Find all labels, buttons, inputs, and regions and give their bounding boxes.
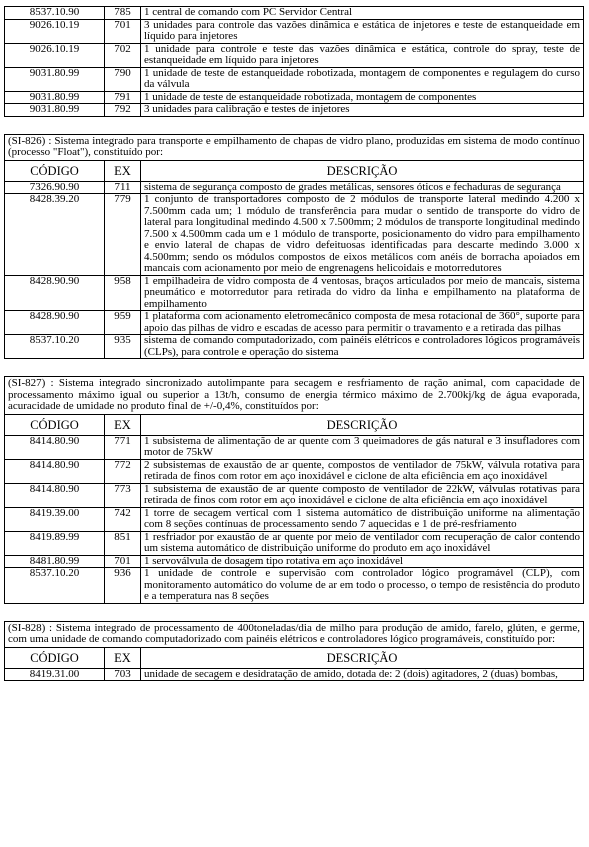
table-row [5, 91, 584, 104]
cell-ex: 701 [105, 555, 141, 568]
cell-desc: sistema de comando computadorizado, com painéis elétricos e controladores lógicos programáveis (CLPs), para controle e operação do sistema [141, 335, 584, 359]
table-row [5, 435, 584, 459]
cell-desc: sistema de segurança composto de grades metálicas, sensores óticos e fechaduras de segurança [141, 181, 584, 194]
header-ex: EX [105, 414, 141, 435]
table-row [5, 311, 584, 335]
cell-code: 7326.90.90 [5, 181, 105, 194]
cell-code: 8414.80.90 [5, 459, 105, 483]
header-row [5, 160, 584, 181]
cell-desc: unidade de secagem e desidratação de amido, dotada de: 2 (dois) agitadores, 2 (duas) bombas, [141, 668, 584, 681]
cell-ex: 790 [105, 67, 141, 91]
table-row [5, 19, 584, 43]
cell-code: 9031.80.99 [5, 104, 105, 117]
cell-ex: 959 [105, 311, 141, 335]
table-row [5, 507, 584, 531]
cell-code: 9026.10.19 [5, 43, 105, 67]
document-page [4, 6, 584, 681]
si-826-intro: (SI-826) : Sistema integrado para transporte e empilhamento de chapas de vidro plano, produzidas em sistema de modo contínuo (processo "Float"), constituído por: [5, 134, 584, 160]
section-gap [4, 604, 584, 621]
table-row [5, 459, 584, 483]
section-gap [4, 117, 584, 134]
cell-desc: 1 empilhadeira de vidro composta de 4 ventosas, braços articulados por meio de mancais, sistema pneumático e motorredutor para retirada do vidro da linha e empilhamento na plataforma de empilhamento [141, 275, 584, 311]
table-row [5, 555, 584, 568]
table-body [5, 435, 584, 603]
cell-desc: 1 conjunto de transportadores composto de 2 módulos de transporte lateral medindo 4.200 x 7.500mm cada um; 1 módulo de transferência para mudar o sentido de transporte do vidro de lateral para longitudinal medindo 4.500 x 7.500mm; 2 módulos de transporte longitudinal medindo 7.500 x 4.500mm cada um e 1 módulo de transporte, posicionamento do vidro para empilhamento e envio lateral de chapas de vidro defeituosas identificadas para descarte medindo 3.000 x 4.500mm; sendo os módulos compostos de eixos metálicos com anéis de borracha apoiados em mancais com acionamento por meio de engrenagens helicoidais e motorredutores [141, 194, 584, 276]
cell-desc: 3 unidades para controle das vazões dinâmica e estática de injetores e teste de estanqueidade em líquido para injetores [141, 19, 584, 43]
cell-ex: 703 [105, 668, 141, 681]
cell-ex: 791 [105, 91, 141, 104]
header-desc: DESCRIÇÃO [141, 414, 584, 435]
table-row [5, 335, 584, 359]
cell-ex: 701 [105, 19, 141, 43]
table-row [5, 531, 584, 555]
cell-desc: 3 unidades para calibração e testes de injetores [141, 104, 584, 117]
cell-code: 8428.90.90 [5, 311, 105, 335]
cell-code: 8414.80.90 [5, 435, 105, 459]
table-row [5, 568, 584, 604]
table-row [5, 483, 584, 507]
table-row [5, 7, 584, 20]
cell-desc: 1 resfriador por exaustão de ar quente por meio de ventilador com recuperação de calor contendo um sistema automático de distribuição uniforme do produto em aço inoxidável [141, 531, 584, 555]
cell-desc: 1 unidade de teste de estanqueidade robotizada, montagem de componentes e regulagem do curso da válvula [141, 67, 584, 91]
table-row [5, 104, 584, 117]
table-continuation [4, 6, 584, 117]
cell-code: 8428.90.90 [5, 275, 105, 311]
cell-desc: 1 unidade de controle e supervisão com controlador lógico programável (CLP), com monitoramento automático do volume de ar em todo o processo, o tempo de resistência do produto e a temperatura nas 8 seções [141, 568, 584, 604]
cell-code: 8419.89.99 [5, 531, 105, 555]
header-row [5, 414, 584, 435]
header-code: CÓDIGO [5, 160, 105, 181]
cell-ex: 779 [105, 194, 141, 276]
table-row [5, 194, 584, 276]
cell-desc: 2 subsistemas de exaustão de ar quente, compostos de ventilador de 75kW, válvula rotativa para retirada de finos com rotor em aço inoxidável e ciclone de alta eficiência em aço inoxidável [141, 459, 584, 483]
table-row [5, 43, 584, 67]
cell-code: 8419.39.00 [5, 507, 105, 531]
cell-ex: 936 [105, 568, 141, 604]
header-code: CÓDIGO [5, 647, 105, 668]
cell-desc: 1 servoválvula de dosagem tipo rotativa em aço inoxidável [141, 555, 584, 568]
header-desc: DESCRIÇÃO [141, 160, 584, 181]
cell-desc: 1 unidade para controle e teste das vazões dinâmica e estática, controle do spray, teste de estanqueidade em líquido para injetores [141, 43, 584, 67]
cell-ex: 772 [105, 459, 141, 483]
cell-code: 8428.39.20 [5, 194, 105, 276]
cell-desc: 1 plataforma com acionamento eletromecânico composta de mesa rotacional de 360°, suporte para apoio das pilhas de vidro e escadas de acesso para permitir o travamento e a retirada das pilhas [141, 311, 584, 335]
si-827-intro: (SI-827) : Sistema integrado sincronizado autolimpante para secagem e resfriamento de ração animal, com capacidade de processamento máximo igual ou superior a 13t/h, consumo de energia térmico máximo de 2.700kj/kg de água evaporada, acuracidade de umidade no produto final de +/-0,4%, constituídos por: [5, 377, 584, 415]
header-ex: EX [105, 647, 141, 668]
cell-desc: 1 torre de secagem vertical com 1 sistema automático de distribuição uniforme na alimentação com 8 seções contínuas de processamento sendo 7 aquecidas e 1 de pré-resfriamento [141, 507, 584, 531]
table-si-827 [4, 376, 584, 604]
cell-desc: 1 unidade de teste de estanqueidade robotizada, montagem de componentes [141, 91, 584, 104]
cell-code: 8481.80.99 [5, 555, 105, 568]
cell-code: 8537.10.90 [5, 7, 105, 20]
section-gap [4, 359, 584, 376]
cell-code: 8537.10.20 [5, 568, 105, 604]
cell-ex: 771 [105, 435, 141, 459]
table-body [5, 7, 584, 117]
cell-desc: 1 central de comando com PC Servidor Central [141, 7, 584, 20]
cell-code: 9026.10.19 [5, 19, 105, 43]
cell-ex: 702 [105, 43, 141, 67]
cell-code: 8537.10.20 [5, 335, 105, 359]
table-body [5, 181, 584, 359]
header-code: CÓDIGO [5, 414, 105, 435]
table-row [5, 668, 584, 681]
si-828-intro: (SI-828) : Sistema integrado de processamento de 400toneladas/dia de milho para produção de amido, farelo, glúten, e germe, com uma unidade de comando computadorizado com painéis elétricos e controladores lógico programáveis, constituído por: [5, 621, 584, 647]
cell-code: 8414.80.90 [5, 483, 105, 507]
table-si-828 [4, 621, 584, 682]
table-row [5, 181, 584, 194]
cell-ex: 785 [105, 7, 141, 20]
table-row [5, 67, 584, 91]
header-ex: EX [105, 160, 141, 181]
table-row [5, 275, 584, 311]
cell-ex: 935 [105, 335, 141, 359]
cell-ex: 958 [105, 275, 141, 311]
table-si-826 [4, 134, 584, 360]
cell-code: 9031.80.99 [5, 67, 105, 91]
cell-desc: 1 subsistema de alimentação de ar quente com 3 queimadores de gás natural e 3 insufladores com motor de 75kW [141, 435, 584, 459]
cell-ex: 851 [105, 531, 141, 555]
header-row [5, 647, 584, 668]
header-desc: DESCRIÇÃO [141, 647, 584, 668]
cell-code: 9031.80.99 [5, 91, 105, 104]
cell-code: 8419.31.00 [5, 668, 105, 681]
cell-ex: 792 [105, 104, 141, 117]
table-body [5, 668, 584, 681]
cell-desc: 1 subsistema de exaustão de ar quente composto de ventilador de 22kW, válvulas rotativas para retirada de finos com rotor em aço inoxidável e ciclone de alta eficiência em aço inoxidável [141, 483, 584, 507]
cell-ex: 711 [105, 181, 141, 194]
cell-ex: 742 [105, 507, 141, 531]
cell-ex: 773 [105, 483, 141, 507]
